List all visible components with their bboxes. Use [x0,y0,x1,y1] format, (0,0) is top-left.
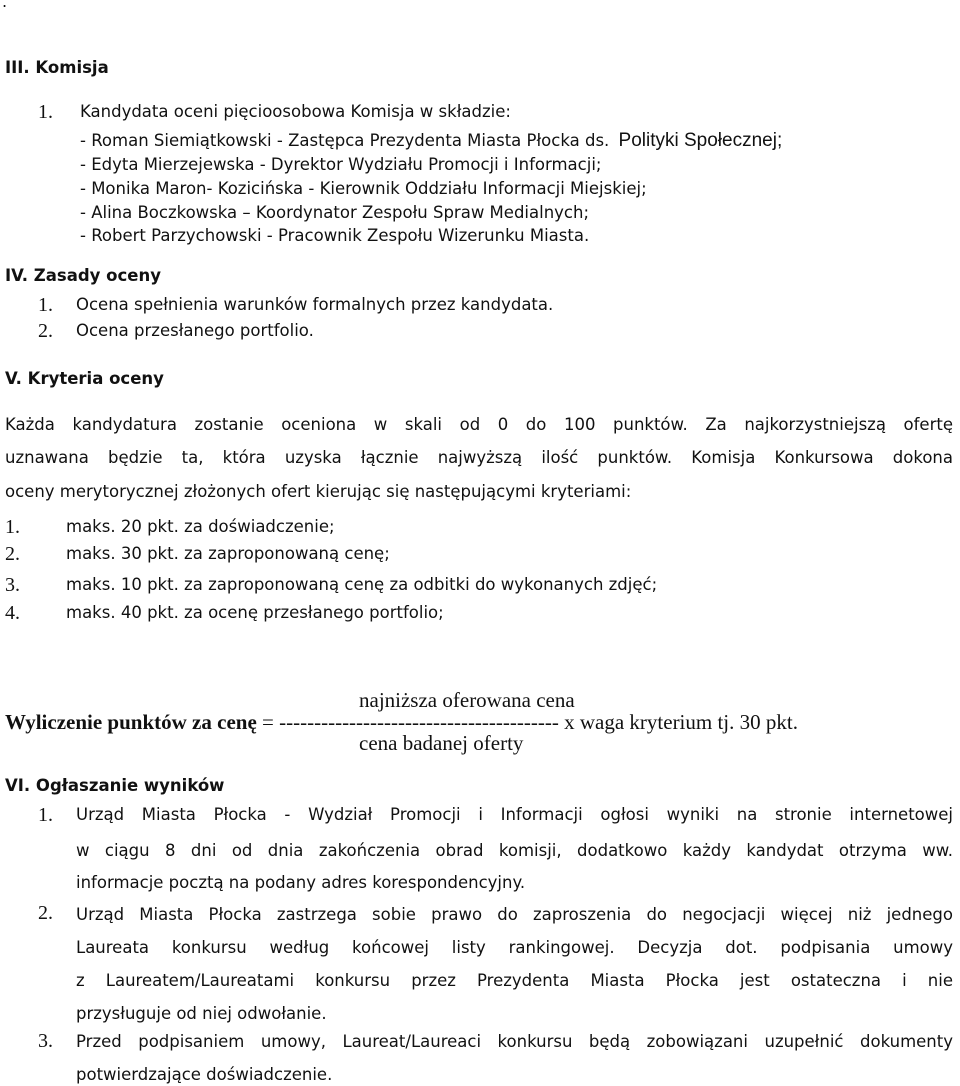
member-line: - Edyta Mierzejewska - Dyrektor Wydziału Promocji i Informacji; [80,155,602,174]
formula-equals: = [262,710,274,734]
criteria-item: maks. 20 pkt. za doświadczenie; [66,517,335,536]
top-dot: . [2,0,8,11]
list-number: 2. [38,902,53,924]
formula-numerator: najniższa oferowana cena [359,688,575,712]
member-line: - Alina Boczkowska – Koordynator Zespołu Spraw Medialnych; [80,203,590,222]
list-number: 1. [38,804,53,826]
paragraph-line: potwierdzające doświadczenie. [76,1065,333,1084]
list-number: 2. [5,543,20,565]
paragraph-line: uznawana będzie ta, która uzyska łącznie najwyższą ilość punktów. Komisja Konkursowa dokona [5,448,953,467]
section-heading-kryteria: V. Kryteria oceny [5,369,164,388]
section-heading-wyniki: VI. Ogłaszanie wyników [5,776,225,795]
paragraph-line: w ciągu 8 dni od dnia zakończenia obrad komisji, dodatkowo każdy kandydat otrzyma ww. [76,841,953,860]
paragraph-line: przysługuje od niej odwołanie. [76,1004,327,1023]
paragraph-line: Przed podpisaniem umowy, Laureat/Laureaci konkursu będą zobowiązani uzupełnić dokumenty [76,1032,953,1051]
formula-label: Wyliczenie punktów za cenę [5,710,257,734]
paragraph-line: Laureata konkursu według końcowej listy rankingowej. Decyzja dot. podpisania umowy [76,938,953,957]
list-number: 1. [5,516,20,538]
member-text-tail: Polityki Społecznej; [618,130,783,151]
criteria-item: maks. 30 pkt. za zaproponowaną cenę; [66,544,390,563]
list-number: 2. [38,320,53,342]
member-line: - Monika Maron- Kozicińska - Kierownik Oddziału Informacji Miejskiej; [80,179,647,198]
criteria-item: maks. 10 pkt. za zaproponowaną cenę za odbitki do wykonanych zdjęć; [66,575,658,594]
section-heading-zasady: IV. Zasady oceny [5,266,161,285]
paragraph-line: informacje pocztą na podany adres korespondencyjny. [76,873,526,892]
member-line: - Robert Parzychowski - Pracownik Zespołu Wizerunku Miasta. [80,226,590,245]
paragraph-line: Każda kandydatura zostanie oceniona w skali od 0 do 100 punktów. Za najkorzystniejszą ofertę [5,415,953,434]
paragraph-line: z Laureatem/Laureatami konkursu przez Prezydenta Miasta Płocka jest ostateczna i nie [76,971,953,990]
member-line [80,130,782,152]
member-text: - Roman Siemiątkowski - Zastępca Prezydenta Miasta Płocka ds. [80,131,610,150]
formula-fraction-line: ---------------------------------------- [279,710,559,734]
formula-denominator: cena badanej oferty [359,731,524,755]
paragraph-line: oceny merytorycznej złożonych ofert kierując się następującymi kryteriami: [5,482,632,501]
list-number: 1. [38,101,53,123]
paragraph-line: Urząd Miasta Płocka - Wydział Promocji i Informacji ogłosi wyniki na stronie internetowej [76,805,953,824]
commission-intro: Kandydata oceni pięcioosobowa Komisja w składzie: [80,102,511,121]
section-heading-komisja: III. Komisja [5,58,109,77]
formula-suffix: x waga kryterium tj. 30 pkt. [564,710,798,734]
list-number: 1. [38,294,53,316]
list-item: Ocena przesłanego portfolio. [76,321,314,340]
list-item: Ocena spełnienia warunków formalnych przez kandydata. [76,295,554,314]
criteria-item: maks. 40 pkt. za ocenę przesłanego portfolio; [66,603,444,622]
paragraph-line: Urząd Miasta Płocka zastrzega sobie prawo do zaproszenia do negocjacji więcej niż jednego [76,905,953,924]
list-number: 3. [5,574,20,596]
list-number: 4. [5,602,20,624]
list-number: 3. [38,1030,53,1052]
